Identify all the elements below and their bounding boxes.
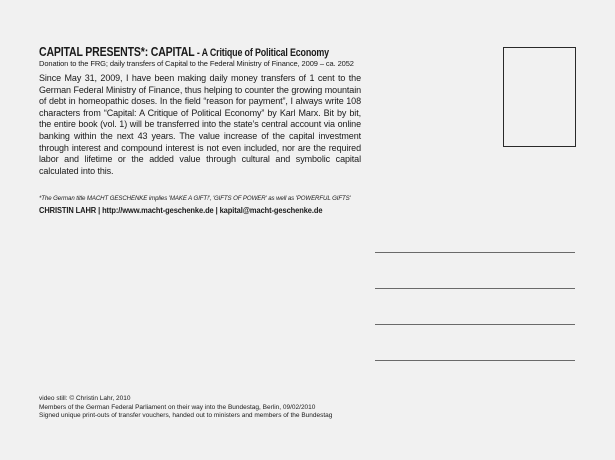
credit-line-2: Members of the German Federal Parliament on their way into the Bundestag, Berlin, 09/02/2010 <box>39 403 316 411</box>
stamp-box <box>503 47 576 147</box>
title-suffix: - A Critique of Political Economy <box>194 47 329 59</box>
address-line-1 <box>375 252 575 253</box>
credit-line-3: Signed unique print-outs of transfer vouchers, handed out to ministers and members of the Bundestag <box>39 412 333 420</box>
photo-credits <box>39 395 332 421</box>
body-paragraph: Since May 31, 2009, I have been making daily money transfers of 1 cent to the German Federal Ministry of Finance, thus helping to counter the growing mountain of debt in homeopathic doses. In the field “reason for payment”, I always write 108 characters from “Capital: A Critique of Political Economy” by Karl Marx. Bit by bit, the entire book (vol. 1) will be transferred into the state’s central account via online banking within the next 43 years. The value increase of the capital investment through interest and compound interest is not even included, nor are the required labor and lifetime or the added value through cultural and symbolic capital calculated into this. <box>39 73 361 176</box>
postcard-subtitle: Donation to the FRG; daily transfers of Capital to the Federal Ministry of Finance, 2009 – ca. 2052 <box>39 59 354 68</box>
title-main: CAPITAL PRESENTS*: CAPITAL <box>39 44 195 59</box>
address-line-3 <box>375 324 575 325</box>
contact-line: CHRISTIN LAHR | http://www.macht-geschenke.de | kapital@macht-geschenke.de <box>39 206 323 215</box>
address-line-4 <box>375 360 575 361</box>
footnote: *The German title MACHT GESCHENKE implies 'MAKE A GIFT!', 'GIFTS OF POWER' as well as 'POWERFUL GIFTS' <box>39 195 351 202</box>
address-line-2 <box>375 288 575 289</box>
credit-line-1: video still: © Christin Lahr, 2010 <box>39 395 131 402</box>
postcard-title <box>39 44 329 59</box>
